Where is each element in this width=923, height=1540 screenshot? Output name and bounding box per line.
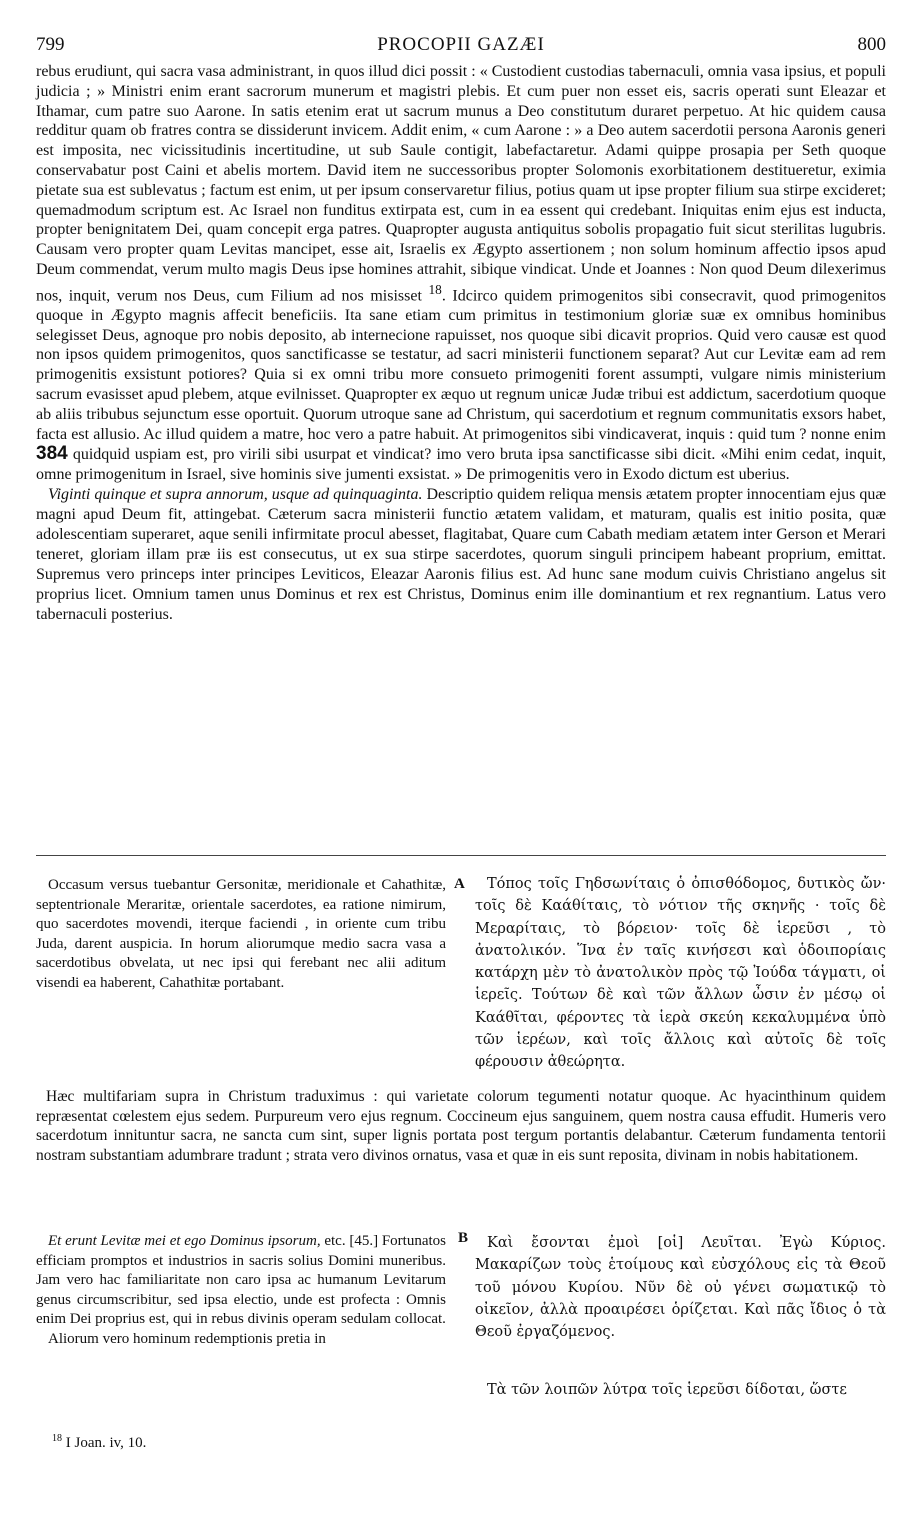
running-header xyxy=(36,34,886,60)
greek-lemma-b: Καὶ ἔσονται ἐμοὶ [οἱ] Λευῖται. Ἐγὼ Κύριος. xyxy=(487,1235,886,1251)
latin-column-a xyxy=(36,876,446,994)
commentary-text-3: quidquid uspiam est, pro virili sibi usurpat et vindicat? imo vero bruta ipsa sanctificasse sibi dicit. «Mihi enim cedat, inquit, omne primogenitum in Israel, sive hominis sive jumenti exsistat. » De primogenitis vero in Exodo dictum est uberius. xyxy=(36,446,887,484)
running-title: PROCOPII GAZÆI xyxy=(377,34,545,55)
greek-column-a xyxy=(475,873,886,1074)
footnote-text: I Joan. iv, 10. xyxy=(65,1435,147,1451)
lemma-heading: Viginti quinque et supra annorum, usque ad quinquaginta. xyxy=(48,486,423,504)
commentary-paragraph-2 xyxy=(36,485,886,624)
greek-paragraph-b-last: Τὰ τῶν λοιπῶν λύτρα τοῖς ἱερεῦσι δίδοται, ὥστε xyxy=(487,1382,847,1399)
margin-page-marker: 384 xyxy=(36,443,68,465)
latin-column-b xyxy=(36,1232,446,1350)
latin-paragraph-b-last: Aliorum vero hominum redemptionis pretia in xyxy=(48,1330,326,1347)
commentary-text-4: Descriptio quidem reliqua mensis ætatem propter innocentiam ejus quæ magni apud Deum fit, attingebat. Cæterum sacra ministerii functio ætatem validam, et maturam, qualis est initio posita, quæ adolescentiam superaret, aque senili infirmitate procul abesset, flagitabat, Quare cum Cabath mediam ætatem inter Gerson et Merari teneret, gloriam illam præ iis est consecutus, ut ex sua stirpe sacerdotes, quorum singuli principem habeant proprium, emittat. Supremus vero princeps inter principes Leviticos, Eleazar Aaronis filius est. Ad hunc sane modum cuivis Christiano angelus sit proprius licet. Omnium tamen unus Dominus et rex est Christus, Dominus enim ille dominantium et rex regnantium. Latus vero tabernaculi posterius. xyxy=(36,486,887,623)
section-marker-b: B xyxy=(458,1230,469,1246)
footnote xyxy=(52,1433,146,1452)
full-width-text: Hæc multifariam supra in Christum traduximus : qui varietate colorum tegumenti notatur quoque. Ac hyacinthinum quidem repræsentat cœlestem ejus sedem. Purpureum vero ejus regnum. Coccineum ejus sanguinem, quem nostra causa effudit. Humeris vero sacerdotum innituntur sacra, ne sancta cum sint, super lignis portata post tergum portantis delabantur. Cæterum fundamenta tentorii nostram substantiam adumbrare tradunt ; strata vero divinos ornatus, vasa et quæ in eis sunt reposita, divinam in nobis habitationem. xyxy=(36,1088,886,1165)
page-number-left: 799 xyxy=(36,34,65,55)
footnote-number: 18 xyxy=(52,1433,62,1444)
page-number-right: 800 xyxy=(857,34,886,55)
latin-text-b: etc. [45.] Fortunatos efficiam promptos et industrios in sacris solius Domini muneribus. Jam vero hac familiaritate non caro ipsa ac humanum Levitarum genus circumscribitur, sed ipsa electio, unde est profecta : Omnis enim Dei proprius est, qui in rebus divinis operam sedulam collocat. xyxy=(36,1233,447,1328)
main-commentary xyxy=(36,62,886,624)
greek-paragraph-a: Τόπος τοῖς Γηδσωνίταις ὁ ὀπισθόδομος, δυτικὸς ὤν· τοῖς δὲ Καάθίταις, τὸ νότιον τῆς σκηνῆς · τοῖς δὲ Μεραρίταις, τὸ βόρειον· τοῖς δὲ ἱερεῦσι , τὸ ἀνατολικόν. Ἵνα ἐν ταῖς κινήσεσι καὶ ὁδοιπορίαις κατάρχη μὲν τὸ ἀνατολικὸν πρὸς τῷ Ἰούδα τάγματι, οἱ ἱερεῖς. Τούτων δὲ καὶ τῶν ἄλλων ὦσιν ἐν μέσῳ οἱ Καάθῖται, φέροντες τὰ ἱερὰ σκεύη κεκαλυμμένα ὑπὸ τῶν ἱερέων, καὶ τοῖς ἄλλοις καὶ αὐτοῖς δὲ τοῖς φέρουσιν ἀθεώρητα. xyxy=(475,876,886,1071)
footnote-reference[interactable]: 18 xyxy=(428,281,442,297)
latin-paragraph-b xyxy=(36,1232,446,1330)
section-divider xyxy=(36,855,886,856)
lemma-b: Et erunt Levitæ mei et ego Dominus ipsorum, xyxy=(48,1233,321,1249)
commentary-paragraph-1 xyxy=(36,62,886,485)
full-width-paragraph xyxy=(36,1087,886,1166)
greek-text-b: Μακαρίζων τοὺς ἑτοίμους καὶ εὐσχόλους εἰς τὰ Θεοῦ τοῦ μόνου Κυρίου. Νῦν δὲ οὐ γένει σωματικῷ τὸ οἰκεῖον, ἀλλὰ προαιρέσει ὁρίζεται. Καὶ πᾶς ἴδιος ὁ τὰ Θεοῦ ἐργαζόμενος. xyxy=(475,1257,886,1341)
greek-column-b xyxy=(475,1232,886,1402)
section-marker-a: A xyxy=(454,876,465,892)
commentary-text-2: . Idcirco quidem primogenitos sibi consecravit, quod primogenitos quoque in Ægypto magnis affecit beneficiis. Ita sane etiam cum primitus in testimonium gloriæ suæ ex omnibus hominibus selegisset Deus, agnoque pro nobis deposito, ab internecione rapuisset, nos quoque sibi dicavit proprios. Quid vero causæ est quod non ipsos quidem primogenitos, quos sanctificasse se testatur, ad sacri ministerii functionem separat? Aut cur Levitæ eam ad rem primogenitis exsistunt potiores? Quia si ex omni tribu more consueto primogeniti forent assumpti, vulgare nimis ministerium sacrum evasisset apud plebem, atque evilnisset. Quapropter ex æquo ut regnum unicæ Judæ tribui est addictum, sacerdotium quoque ab aliis tribubus sejunctum esse oportuit. Quorum utroque sane ad Christum, qui sacerdotium et regnum communitatis exsors habet, facta est allusio. Ac illud quidem a matre, hoc vero a patre habuit. At primogenitos sibi vindicaverat, inquis : quid tum ? nonne enim xyxy=(36,287,887,443)
latin-paragraph-a: Occasum versus tuebantur Gersonitæ, meridionale et Cahathitæ, septentrionale Meraritæ, orientale sacerdotes, ea ratione nimirum, quo sacerdotes movendi, iterque faciendi , in oriente cum tribu Juda, darent auspicia. In horum aliorumque medio sacra vasa a sacerdotibus obvelata, ut nec ipsi qui ferebant nec alii aditum visendi ea haberent, Cahathitæ portabant. xyxy=(36,877,446,991)
commentary-text-1: rebus erudiunt, qui sacra vasa administrant, in quos illud dici possit : « Custodient custodias tabernaculi, omnia vasa ipsius, et populi judicia ; » Ministri enim erant sacrorum munerum et magistri plebis. Et cum puer non esset eis, sacris operati sunt Eleazar et Ithamar, cum patre suo Aarone. In satis etenim erat ut sacrum munus a Deo constitutum duraret perpetuo. At hic quidem causa redditur quam ob fratres contra se dissiderunt invicem. Addit enim, « cum Aarone : » a Deo autem sacerdotii persona Aaronis generi est imposita, nec vicissitudinis incertitudine, ut sub Saule contigit, labefactaretur. Adami quippe prosapia per Seth quoque conservabatur post Caini et abelis mortem. David item ne successoribus propter Solomonis exorbitationem destitueretur, eximia pietate sua est sublevatus ; factum est enim, ut per ipsum conservaretur filius, potius quam ut ipse propter filium sua stirpe excideret; quemadmodum scriptum est. Ac Israel non funditus extirpata est, cum in ea essent qui credebant. Iniquitas enim ejus est inducta, propter benignitatem Dei, quam concepit erga patres. Quapropter augusta antiquitus sobolis propagatio fuit sicut sterilitas lugubris. Causam vero propter quam Levitas mancipet, esse ait, Israelis ex Ægypto assertionem ; non solum hominum affectio ipsos apud Deum commendat, verum multo magis Deus ipse homines attrahit, sibique vindicat. Unde et Joannes : Non quod Deum dilexerimus nos, inquit, verum nos Deus, cum Filium ad nos misisset xyxy=(36,63,887,305)
greek-paragraph-b xyxy=(475,1232,886,1343)
